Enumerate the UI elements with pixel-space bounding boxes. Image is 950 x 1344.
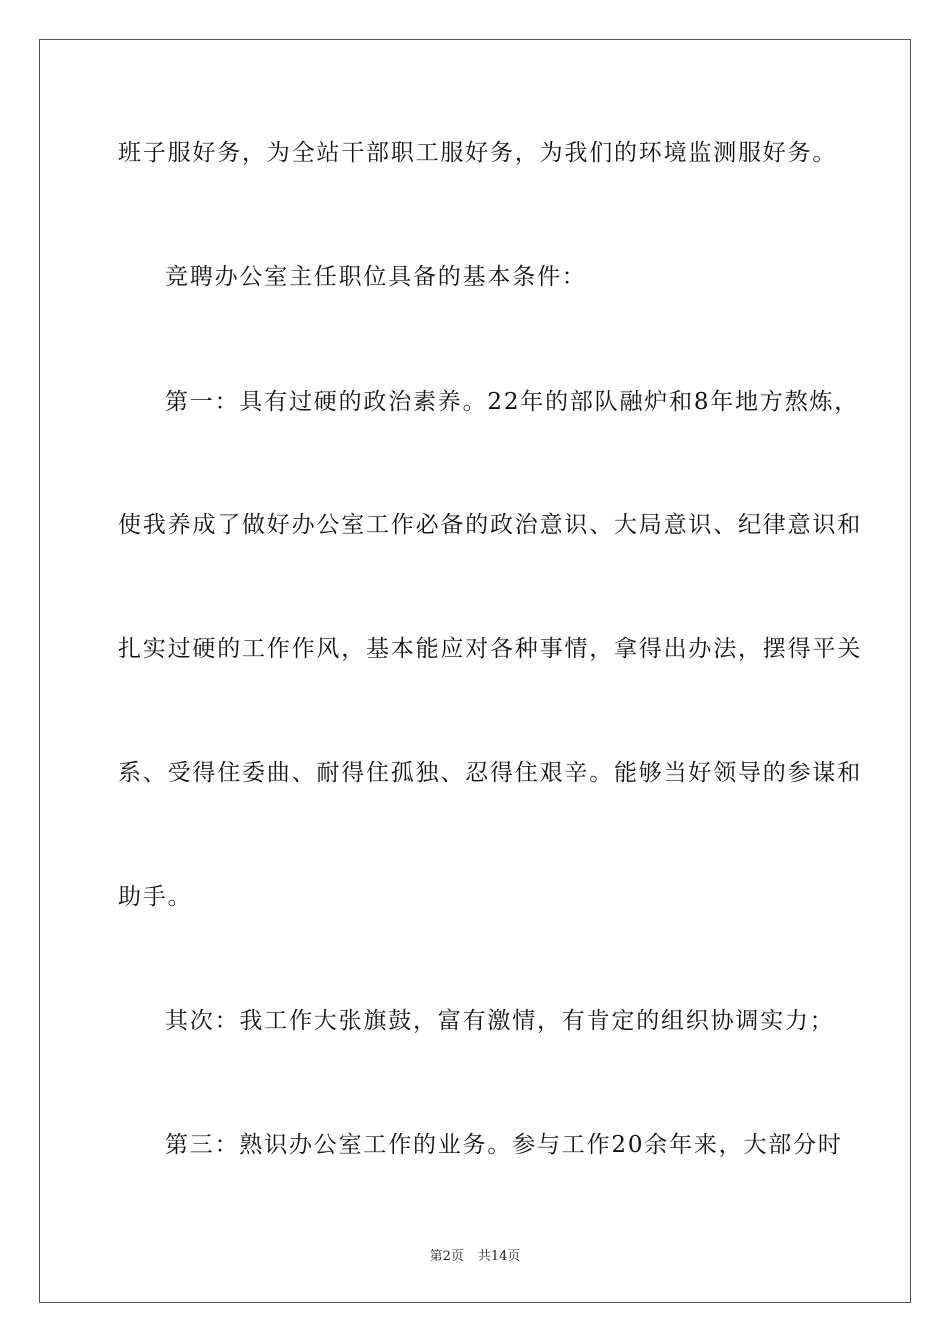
page-footer	[0, 1248, 950, 1266]
paragraph-first-line-4: 系、受得住委曲、耐得住孤独、忍得住艰辛。能够当好领导的参谋和	[118, 760, 862, 786]
paragraph-second-line-1: 其次：我工作大张旗鼓，富有激情，有肯定的组织协调实力；	[165, 1008, 835, 1034]
paragraph-first-line-1: 第一：具有过硬的政治素养。22年的部队融炉和8年地方熬炼，	[165, 389, 860, 415]
paragraph-heading-conditions: 竞聘办公室主任职位具备的基本条件：	[165, 264, 587, 290]
page-total: 共14页	[477, 1249, 521, 1264]
page-frame	[39, 39, 911, 1303]
paragraph-first-line-3: 扎实过硬的工作作风，基本能应对各种事情，拿得出办法，摆得平关	[118, 636, 862, 662]
paragraph-third-line-1: 第三：熟识办公室工作的业务。参与工作20余年来，大部分时	[165, 1132, 843, 1158]
page-number: 第2页	[429, 1249, 464, 1264]
body-line-1: 班子服好务，为全站干部职工服好务，为我们的环境监测服好务。	[118, 140, 838, 166]
paragraph-first-line-2: 使我养成了做好办公室工作必备的政治意识、大局意识、纪律意识和	[118, 512, 862, 538]
paragraph-first-line-5: 助手。	[118, 884, 193, 910]
